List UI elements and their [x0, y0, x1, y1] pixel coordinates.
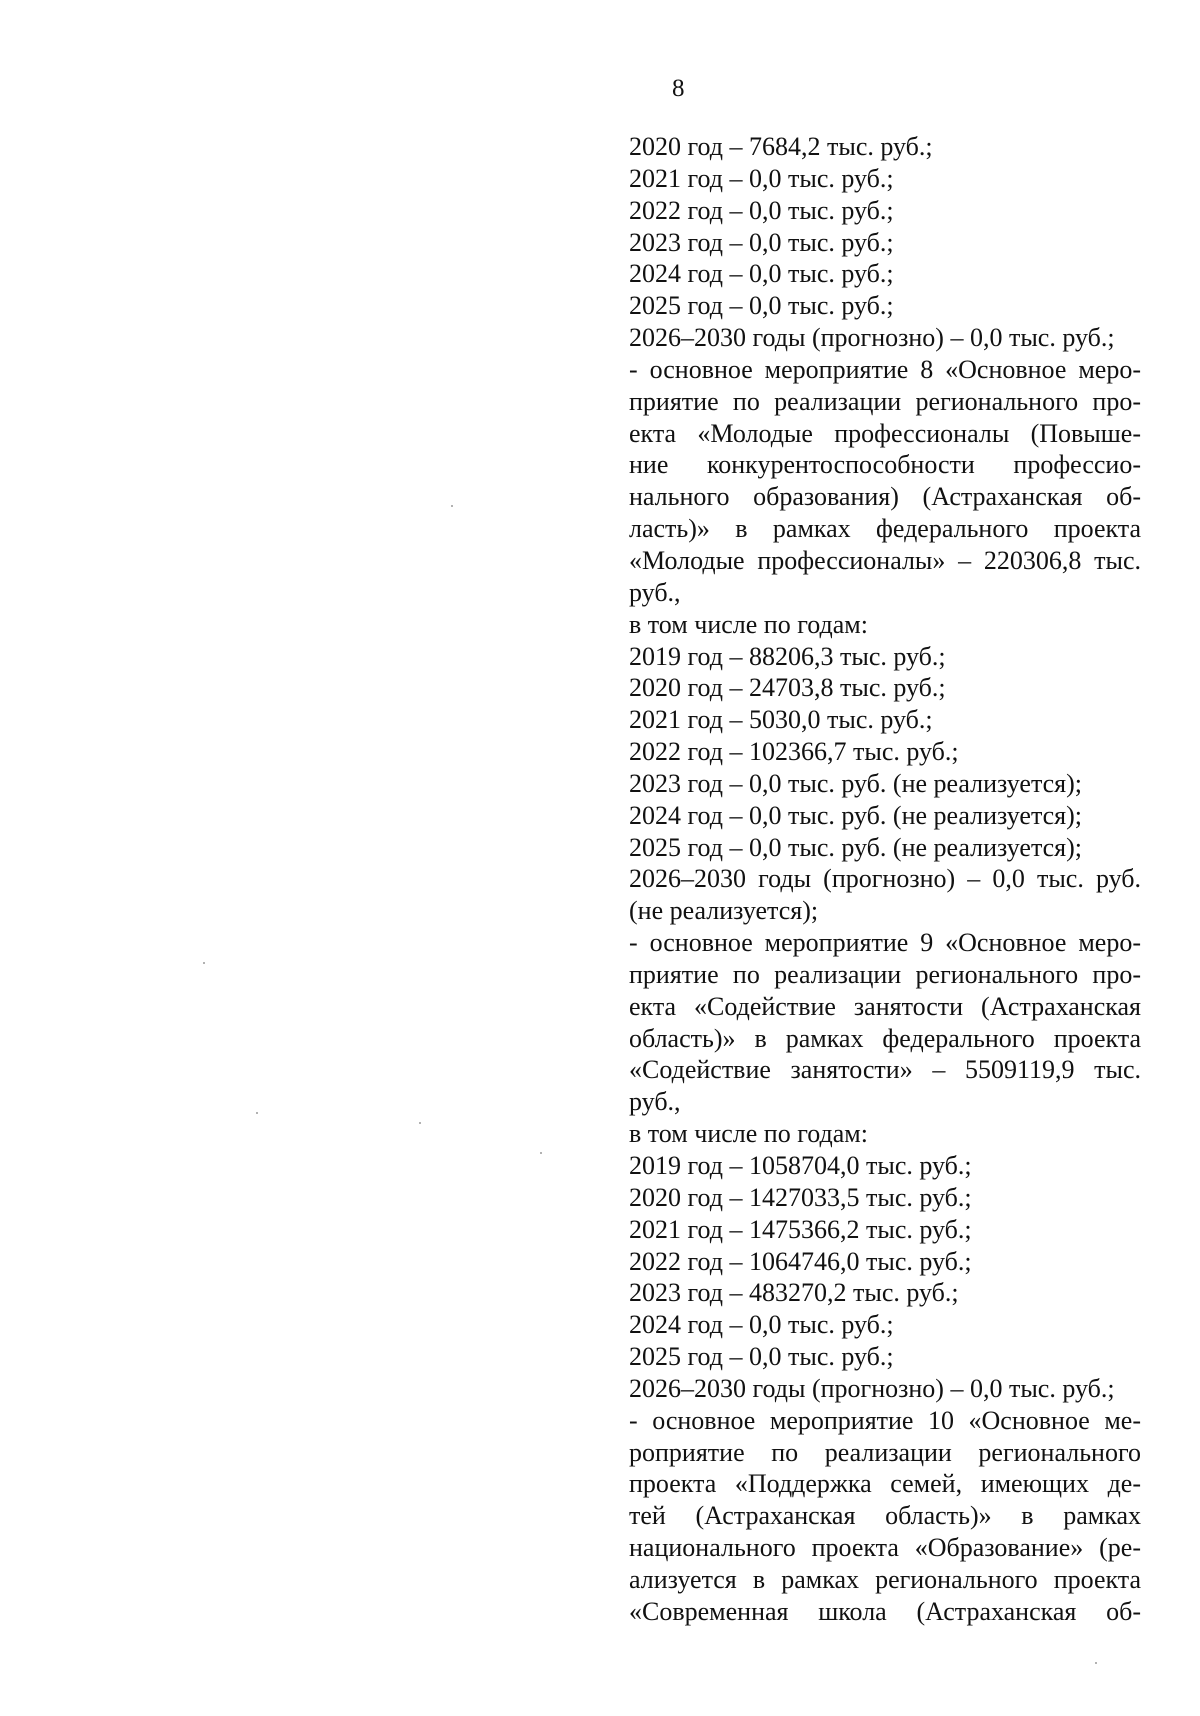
- text-line: «Содействие занятости» – 5509119,9 тыс.: [629, 1055, 1141, 1085]
- text-line: ние конкурентоспособности профессио-: [629, 450, 1141, 480]
- text-line: 2024 год – 0,0 тыс. руб. (не реализуется);: [629, 800, 1083, 830]
- text-line: проекта «Поддержка семей, имеющих де-: [629, 1469, 1141, 1499]
- text-line: область)» в рамках федерального проекта: [629, 1023, 1141, 1053]
- text-line: ализуется в рамках регионального проекта: [629, 1564, 1141, 1594]
- text-line: - основное мероприятие 10 «Основное ме-: [629, 1405, 1141, 1435]
- scan-speck: [1095, 1662, 1097, 1664]
- text-line: в том числе по годам:: [629, 1119, 868, 1149]
- text-line: 2022 год – 1064746,0 тыс. руб.;: [629, 1246, 972, 1276]
- text-line: 2024 год – 0,0 тыс. руб.;: [629, 259, 894, 289]
- text-line: в том числе по годам:: [629, 609, 868, 639]
- text-line: 2023 год – 483270,2 тыс. руб.;: [629, 1278, 959, 1308]
- text-line: екта «Содействие занятости (Астраханская: [629, 991, 1141, 1021]
- text-line: екта «Молодые профессионалы (Повыше-: [629, 418, 1141, 448]
- text-line: 2026–2030 годы (прогнозно) – 0,0 тыс. руб.: [629, 864, 1141, 894]
- text-line: 2020 год – 7684,2 тыс. руб.;: [629, 132, 933, 161]
- text-line: 2020 год – 24703,8 тыс. руб.;: [629, 673, 946, 703]
- text-line: роприятие по реализации регионального: [629, 1437, 1141, 1467]
- text-line: тей (Астраханская область)» в рамках: [629, 1501, 1141, 1531]
- text-line: национального проекта «Образование» (ре-: [629, 1533, 1141, 1563]
- text-line: 2023 год – 0,0 тыс. руб.;: [629, 227, 894, 257]
- text-line: 2020 год – 1427033,5 тыс. руб.;: [629, 1182, 972, 1212]
- text-line: ласть)» в рамках федерального проекта: [629, 514, 1141, 544]
- text-line: 2026–2030 годы (прогнозно) – 0,0 тыс. руб.;: [629, 1373, 1115, 1403]
- text-line: - основное мероприятие 9 «Основное меро-: [629, 928, 1141, 958]
- text-line: 2021 год – 5030,0 тыс. руб.;: [629, 705, 933, 735]
- page-number: 8: [672, 75, 685, 102]
- scan-speck: [540, 1152, 542, 1154]
- text-line: 2023 год – 0,0 тыс. руб. (не реализуется);: [629, 768, 1083, 798]
- text-line: 2025 год – 0,0 тыс. руб.;: [629, 291, 894, 321]
- scan-speck: [419, 1122, 421, 1124]
- text-line: 2019 год – 88206,3 тыс. руб.;: [629, 641, 946, 671]
- text-line: 2022 год – 102366,7 тыс. руб.;: [629, 737, 959, 767]
- text-line: руб.,: [629, 1087, 681, 1117]
- text-line: «Молодые профессионалы» – 220306,8 тыс.: [629, 545, 1141, 575]
- scan-speck: [203, 962, 205, 964]
- text-line: (не реализуется);: [629, 896, 819, 926]
- text-line: 2025 год – 0,0 тыс. руб. (не реализуется);: [629, 832, 1083, 862]
- text-line: «Современная школа (Астраханская об-: [629, 1596, 1141, 1626]
- text-line: 2022 год – 0,0 тыс. руб.;: [629, 195, 894, 225]
- scan-speck: [451, 505, 453, 507]
- text-line: приятие по реализации регионального про-: [629, 959, 1141, 989]
- text-line: 2021 год – 1475366,2 тыс. руб.;: [629, 1214, 972, 1244]
- text-column: [629, 131, 1141, 1628]
- text-line: 2026–2030 годы (прогнозно) – 0,0 тыс. руб.;: [629, 323, 1115, 353]
- text-line: - основное мероприятие 8 «Основное меро-: [629, 354, 1141, 384]
- text-line: 2024 год – 0,0 тыс. руб.;: [629, 1310, 894, 1340]
- scan-speck: [256, 1112, 258, 1114]
- text-line: 2021 год – 0,0 тыс. руб.;: [629, 163, 894, 193]
- text-line: приятие по реализации регионального про-: [629, 386, 1141, 416]
- text-line: 2019 год – 1058704,0 тыс. руб.;: [629, 1151, 972, 1180]
- text-line: нального образования) (Астраханская об-: [629, 482, 1141, 512]
- text-line: 2025 год – 0,0 тыс. руб.;: [629, 1342, 894, 1372]
- text-line: руб.,: [629, 577, 681, 607]
